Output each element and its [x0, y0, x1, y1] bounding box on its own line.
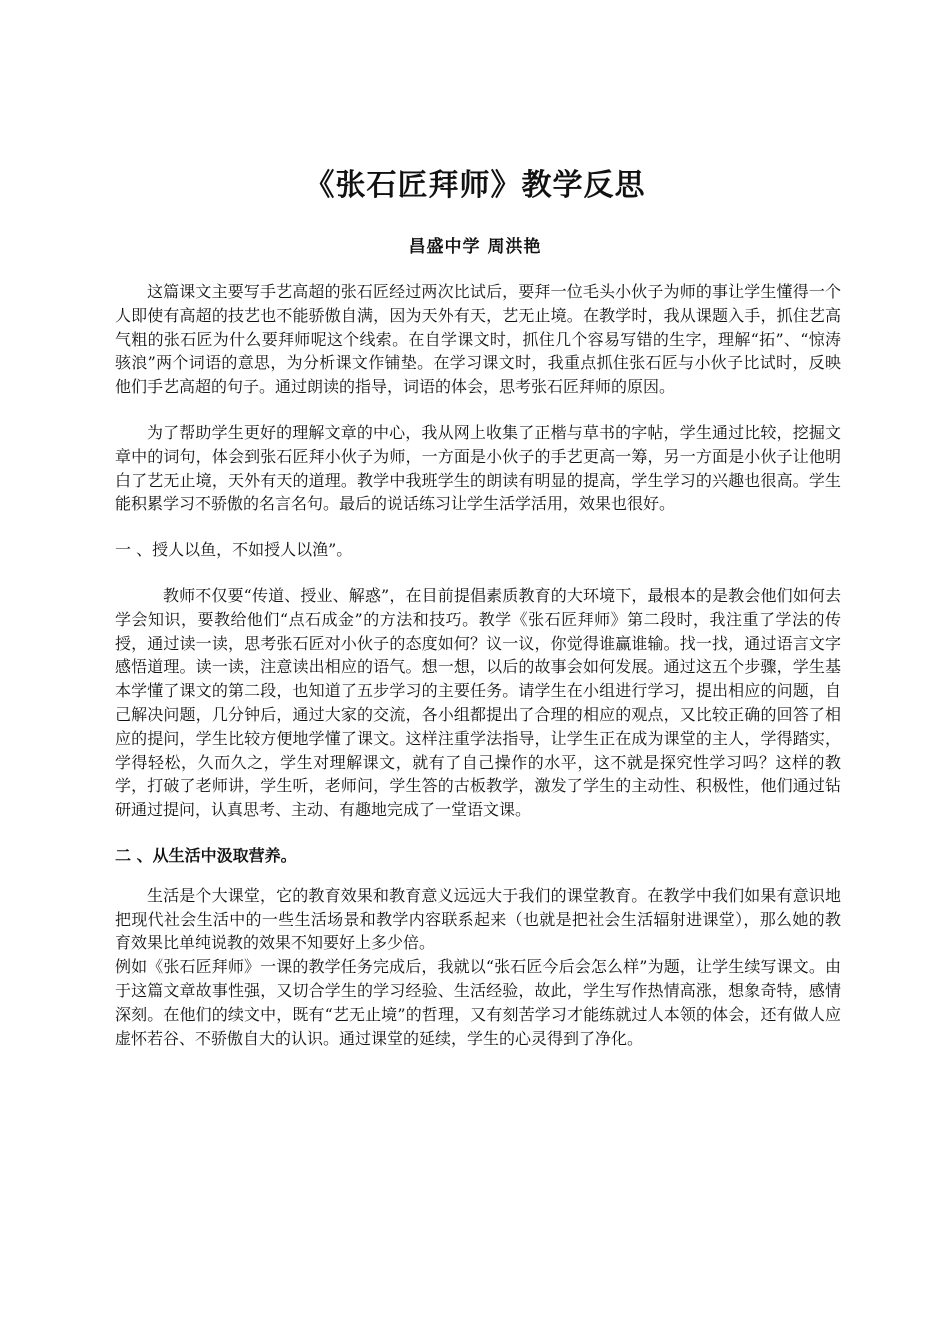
paragraph-spacer: [115, 562, 841, 584]
document-body: [115, 280, 841, 1050]
paragraph-example: 例如《张石匠拜师》一课的教学任务完成后，我就以“张石匠今后会怎么样”为题，让学生续写课文。由于这篇文章故事性强，又切合学生的学习经验、生活经验，故此，学生写作热情高涨，想象奇特，感情深刻。在他们的续文中，既有“艺无止境”的哲理，又有刻苦学习才能练就过人本领的体会，还有做人应虚怀若谷、不骄傲自大的认识。通过课堂的延续，学生的心灵得到了净化。: [115, 957, 841, 1048]
paragraph-spacer: [115, 516, 841, 538]
paragraph-section-1: 教师不仅要“传道、授业、解惑”，在目前提倡素质教育的大环境下，最根本的是教会他们如何去学会知识，要教给他们“点石成金”的方法和技巧。教学《张石匠拜师》第二段时，我注重了学法的传授，通过读一读，思考张石匠对小伙子的态度如何？议一议，你觉得谁赢谁输。找一找，通过语言文字感悟道理。读一读，注意读出相应的语气。想一想，以后的故事会如何发展。通过这五个步骤，学生基本学懂了课文的第二段，也知道了五步学习的主要任务。请学生在小组进行学习，提出相应的问题，自己解决问题，几分钟后，通过大家的交流，各小组都提出了合理的相应的观点，又比较正确的回答了相应的提问，学生比较方便地学懂了课文。这样注重学法指导，让学生正在成为课堂的主人，学得踏实，学得轻松，久而久之，学生对理解课文，就有了自己操作的水平，这不就是探究性学习吗？这样的教学，打破了老师讲，学生听，老师问，学生答的古板教学，激发了学生的主动性、积极性，他们通过钻研通过提问，认真思考、主动、有趣地完成了一堂语文课。: [115, 585, 841, 820]
paragraph-method: 为了帮助学生更好的理解文章的中心，我从网上收集了正楷与草书的字帖，学生通过比较，挖掘文章中的词句，体会到张石匠拜小伙子为师，一方面是小伙子的手艺更高一筹，另一方面是小伙子让他明白了艺无止境，天外有天的道理。教学中我班学生的朗读有明显的提高，学生学习的兴趣也很高。学生能积累学习不骄傲的名言名句。最后的说话练习让学生活学活用，效果也很好。: [115, 422, 841, 514]
paragraph-intro: 这篇课文主要写手艺高超的张石匠经过两次比试后，要拜一位毛头小伙子为师的事让学生懂得一个人即使有高超的技艺也不能骄傲自满，因为天外有天，艺无止境。在教学时，我从课题入手，抓住艺高气粗的张石匠为什么要拜师呢这个线索。在自学课文时，抓住几个容易写错的生字，理解“拓”、“惊涛骇浪”两个词语的意思，为分析课文作铺垫。在学习课文时，我重点抓住张石匠与小伙子比试时，反映他们手艺高超的句子。通过朗读的指导，词语的体会，思考张石匠拜师的原因。: [115, 282, 841, 397]
document-title: 《张石匠拜师》教学反思: [304, 168, 646, 203]
section-heading-1: 一 、授人以鱼，不如授人以渔”。: [115, 540, 353, 560]
section-heading-2: 二 、从生活中汲取营养。: [115, 845, 297, 865]
paragraph-spacer: [115, 822, 841, 844]
paragraph-spacer: [115, 399, 841, 421]
paragraph-spacer: [115, 868, 841, 884]
document-author: 昌盛中学 周洪艳: [408, 237, 542, 257]
paragraph-section-2: 生活是个大课堂，它的教育效果和教育意义远远大于我们的课堂教育。在教学中我们如果有意识地把现代社会生活中的一些生活场景和教学内容联系起来（也就是把社会生活辐射进课堂），那么她的教育效果比单纯说教的效果不知要好上多少倍。: [115, 885, 841, 953]
